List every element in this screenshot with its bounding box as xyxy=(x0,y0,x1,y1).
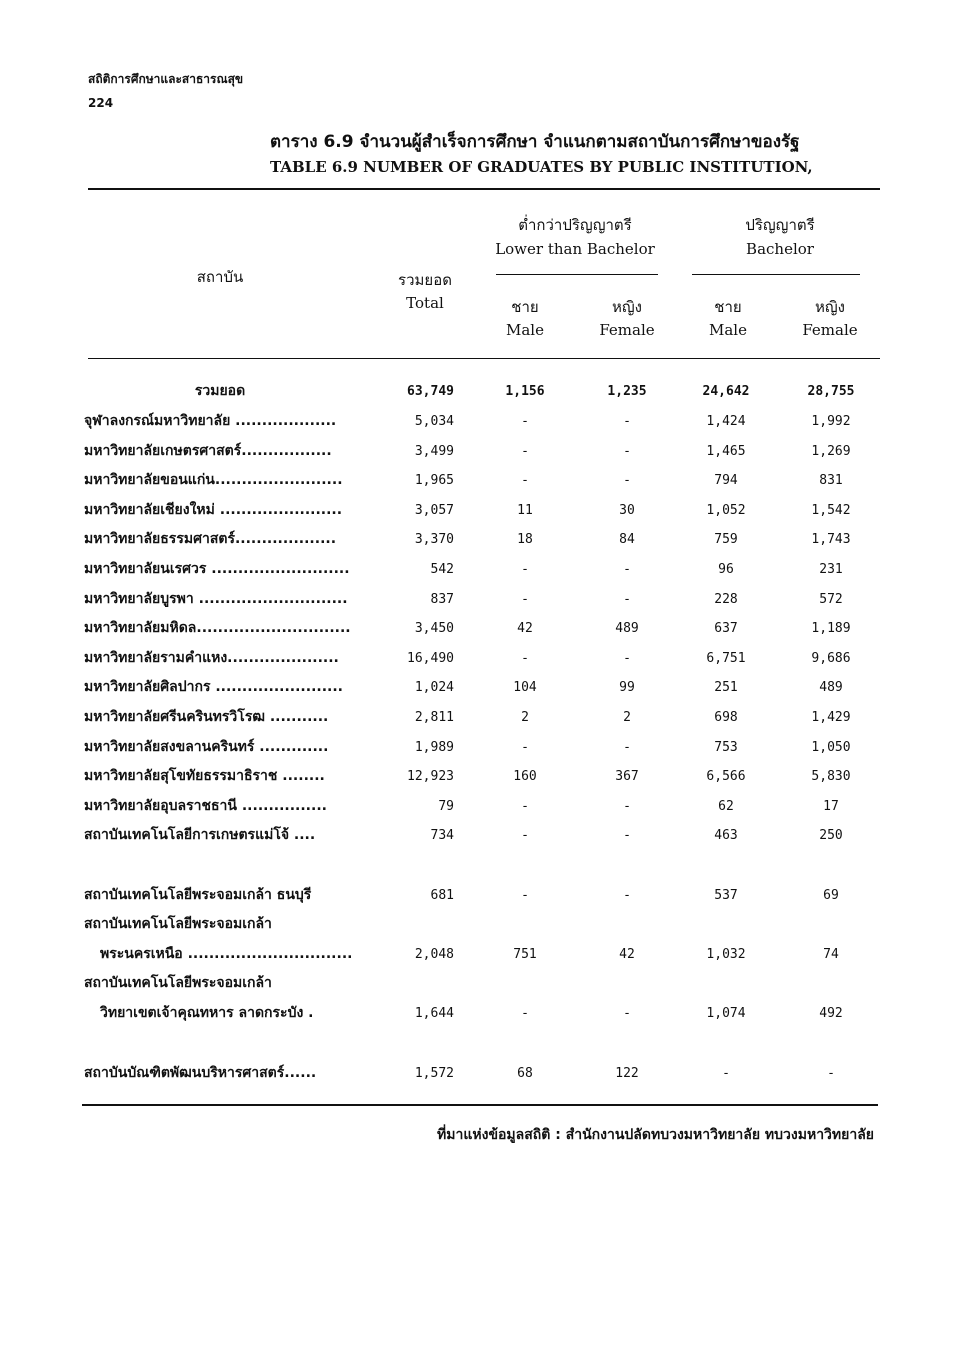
header-bach-male-en: Male xyxy=(709,321,747,339)
lower-group-rule xyxy=(496,274,658,275)
cell-lower-female: - xyxy=(623,799,631,814)
header-lower-male-th: ชาย xyxy=(511,298,539,316)
total-bach-male: 24,642 xyxy=(702,384,750,399)
cell-lower-female: - xyxy=(623,562,631,577)
total-lower-female: 1,235 xyxy=(607,384,647,399)
institution-name: มหาวิทยาลัยบูรพา ............................ xyxy=(84,591,348,607)
cell-lower-male: 104 xyxy=(513,680,537,695)
header-bachelor-en: Bachelor xyxy=(746,240,814,258)
cell-lower-male: - xyxy=(521,562,529,577)
cell-lower-female: 99 xyxy=(619,680,635,695)
cell-lower-female: - xyxy=(623,444,631,459)
cell-total: 3,057 xyxy=(414,503,454,518)
total-value: 63,749 xyxy=(407,384,454,399)
cell-lower-male: 11 xyxy=(517,503,533,518)
institution-name: สถาบันเทคโนโลยีการเกษตรแม่โจ้ .... xyxy=(84,827,316,843)
cell-total: 16,490 xyxy=(407,651,454,666)
cell-bach-male: 1,052 xyxy=(706,503,746,518)
table-title-thai: ตาราง 6.9 จำนวนผู้สำเร็จการศึกษา จำแนกตามสถาบันการศึกษาของรัฐ xyxy=(270,132,800,152)
cell-lower-male: 2 xyxy=(521,710,529,725)
cell-bach-male: 1,074 xyxy=(706,1006,746,1021)
cell-bach-male: 1,465 xyxy=(706,444,746,459)
header-institution: สถาบัน xyxy=(196,268,244,286)
cell-bach-female: 250 xyxy=(819,828,843,843)
cell-total: 1,989 xyxy=(414,740,454,755)
cell-lower-female: - xyxy=(623,1006,631,1021)
cell-lower-female: - xyxy=(623,414,631,429)
institution-name: มหาวิทยาลัยศิลปากร ........................ xyxy=(84,679,343,695)
cell-bach-male: 794 xyxy=(714,473,738,488)
cell-lower-female: 122 xyxy=(615,1066,639,1081)
table-title-english: TABLE 6.9 NUMBER OF GRADUATES BY PUBLIC INSTITUTION, xyxy=(270,158,813,176)
institution-name: มหาวิทยาลัยเกษตรศาสตร์................. xyxy=(84,443,332,459)
cell-lower-female: 367 xyxy=(615,769,639,784)
cell-bach-male: 753 xyxy=(714,740,738,755)
institution-name: มหาวิทยาลัยนเรศวร .......................... xyxy=(84,561,350,577)
institution-name-line2: พระนครเหนือ ............................... xyxy=(100,946,353,962)
cell-total: 542 xyxy=(430,562,454,577)
cell-bach-male: 96 xyxy=(718,562,734,577)
cell-bach-female: 1,992 xyxy=(811,414,851,429)
bottom-rule xyxy=(82,1104,878,1106)
cell-total: 1,572 xyxy=(414,1066,454,1081)
header-lower-female-th: หญิง xyxy=(612,298,642,316)
cell-bach-female: 1,050 xyxy=(811,740,851,755)
institution-name: สถาบันบัณฑิตพัฒนบริหารศาสตร์...... xyxy=(84,1065,317,1081)
page-subtitle: สถิติการศึกษาและสาธารณสุข xyxy=(88,72,244,86)
page-number: 224 xyxy=(88,96,114,110)
header-bach-female-th: หญิง xyxy=(815,298,845,316)
cell-lower-male: - xyxy=(521,592,529,607)
institution-name: มหาวิทยาลัยรามคำแหง..................... xyxy=(84,650,339,666)
cell-bach-male: - xyxy=(722,1066,730,1081)
cell-total: 2,811 xyxy=(414,710,454,725)
cell-lower-female: 42 xyxy=(619,947,635,962)
cell-bach-female: 489 xyxy=(819,680,843,695)
institution-name: มหาวิทยาลัยสงขลานครินทร์ ............. xyxy=(84,739,329,755)
source-note: ที่มาแห่งข้อมูลสถิติ : สำนักงานปลัดทบวงมหาวิทยาลัย ทบวงมหาวิทยาลัย xyxy=(437,1127,874,1143)
header-total-en: Total xyxy=(406,294,444,312)
cell-total: 3,450 xyxy=(414,621,454,636)
cell-lower-male: 68 xyxy=(517,1066,533,1081)
cell-bach-female: 231 xyxy=(819,562,843,577)
header-lower-male-en: Male xyxy=(506,321,544,339)
cell-total: 1,644 xyxy=(414,1006,454,1021)
cell-bach-female: 831 xyxy=(819,473,843,488)
cell-bach-male: 6,751 xyxy=(706,651,746,666)
cell-bach-female: 1,743 xyxy=(811,532,851,547)
cell-lower-female: - xyxy=(623,888,631,903)
institution-name: มหาวิทยาลัยมหิดล............................. xyxy=(84,620,351,636)
cell-bach-female: 492 xyxy=(819,1006,843,1021)
cell-total: 1,965 xyxy=(414,473,454,488)
cell-lower-female: - xyxy=(623,592,631,607)
header-lower-th: ต่ำกว่าปริญญาตรี xyxy=(518,216,632,234)
cell-bach-female: 1,189 xyxy=(811,621,851,636)
cell-lower-male: - xyxy=(521,473,529,488)
top-rule xyxy=(88,188,880,190)
institution-name-line1: สถาบันเทคโนโลยีพระจอมเกล้า xyxy=(84,975,272,991)
cell-bach-male: 6,566 xyxy=(706,769,746,784)
cell-bach-female: 1,269 xyxy=(811,444,851,459)
institution-name-line1: สถาบันเทคโนโลยีพระจอมเกล้า xyxy=(84,916,272,932)
cell-bach-male: 759 xyxy=(714,532,738,547)
header-bach-female-en: Female xyxy=(802,321,858,339)
institution-name: มหาวิทยาลัยขอนแก่น........................ xyxy=(84,472,343,488)
institution-name: มหาวิทยาลัยอุบลราชธานี ................ xyxy=(84,798,327,814)
header-bottom-rule xyxy=(88,358,880,359)
cell-bach-male: 251 xyxy=(714,680,738,695)
cell-lower-male: - xyxy=(521,799,529,814)
header-bach-male-th: ชาย xyxy=(714,298,742,316)
cell-lower-female: 30 xyxy=(619,503,635,518)
cell-bach-female: 9,686 xyxy=(811,651,851,666)
cell-lower-male: 751 xyxy=(513,947,537,962)
cell-bach-female: 74 xyxy=(823,947,839,962)
header-bachelor-th: ปริญญาตรี xyxy=(745,216,815,234)
cell-lower-female: - xyxy=(623,828,631,843)
cell-total: 837 xyxy=(430,592,454,607)
cell-total: 12,923 xyxy=(407,769,454,784)
cell-bach-male: 228 xyxy=(714,592,738,607)
cell-bach-female: 1,542 xyxy=(811,503,851,518)
cell-lower-female: 84 xyxy=(619,532,635,547)
cell-total: 79 xyxy=(438,799,454,814)
total-lower-male: 1,156 xyxy=(505,384,545,399)
cell-lower-male: - xyxy=(521,414,529,429)
cell-lower-female: - xyxy=(623,740,631,755)
cell-bach-female: 5,830 xyxy=(811,769,851,784)
cell-bach-male: 62 xyxy=(718,799,734,814)
cell-total: 1,024 xyxy=(414,680,454,695)
cell-bach-female: 1,429 xyxy=(811,710,851,725)
cell-total: 2,048 xyxy=(414,947,454,962)
cell-bach-female: 69 xyxy=(823,888,839,903)
cell-bach-male: 463 xyxy=(714,828,738,843)
header-total-th: รวมยอด xyxy=(398,271,452,289)
cell-total: 681 xyxy=(430,888,454,903)
cell-lower-female: 2 xyxy=(623,710,631,725)
institution-name: จุฬาลงกรณ์มหาวิทยาลัย ................... xyxy=(84,413,337,429)
institution-name: มหาวิทยาลัยธรรมศาสตร์................... xyxy=(84,531,337,547)
cell-lower-female: 489 xyxy=(615,621,639,636)
cell-bach-male: 1,424 xyxy=(706,414,746,429)
cell-total: 734 xyxy=(430,828,454,843)
cell-lower-male: - xyxy=(521,444,529,459)
cell-lower-male: - xyxy=(521,740,529,755)
cell-lower-male: - xyxy=(521,828,529,843)
cell-total: 3,370 xyxy=(414,532,454,547)
header-lower-female-en: Female xyxy=(599,321,655,339)
cell-total: 3,499 xyxy=(414,444,454,459)
institution-name: มหาวิทยาลัยเชียงใหม่ ....................... xyxy=(84,502,343,518)
total-row-label: รวมยอด xyxy=(194,383,246,399)
cell-bach-male: 1,032 xyxy=(706,947,746,962)
header-lower-en: Lower than Bachelor xyxy=(495,240,655,258)
cell-lower-female: - xyxy=(623,651,631,666)
cell-lower-male: 160 xyxy=(513,769,537,784)
cell-lower-female: - xyxy=(623,473,631,488)
cell-lower-male: - xyxy=(521,651,529,666)
cell-bach-male: 698 xyxy=(714,710,738,725)
institution-name-line2: วิทยาเขตเจ้าคุณทหาร ลาดกระบัง . xyxy=(100,1005,314,1021)
cell-bach-female: - xyxy=(827,1066,835,1081)
cell-bach-female: 572 xyxy=(819,592,843,607)
total-bach-female: 28,755 xyxy=(807,384,855,399)
institution-name: สถาบันเทคโนโลยีพระจอมเกล้า ธนบุรี xyxy=(84,887,312,903)
cell-bach-male: 537 xyxy=(714,888,738,903)
cell-bach-female: 17 xyxy=(823,799,839,814)
institution-name: มหาวิทยาลัยสุโขทัยธรรมาธิราช ........ xyxy=(84,768,325,784)
cell-total: 5,034 xyxy=(414,414,454,429)
cell-bach-male: 637 xyxy=(714,621,738,636)
bachelor-group-rule xyxy=(692,274,860,275)
cell-lower-male: - xyxy=(521,888,529,903)
institution-name: มหาวิทยาลัยศรีนครินทรวิโรฒ ........... xyxy=(84,709,329,725)
cell-lower-male: - xyxy=(521,1006,529,1021)
cell-lower-male: 18 xyxy=(517,532,533,547)
cell-lower-male: 42 xyxy=(517,621,533,636)
